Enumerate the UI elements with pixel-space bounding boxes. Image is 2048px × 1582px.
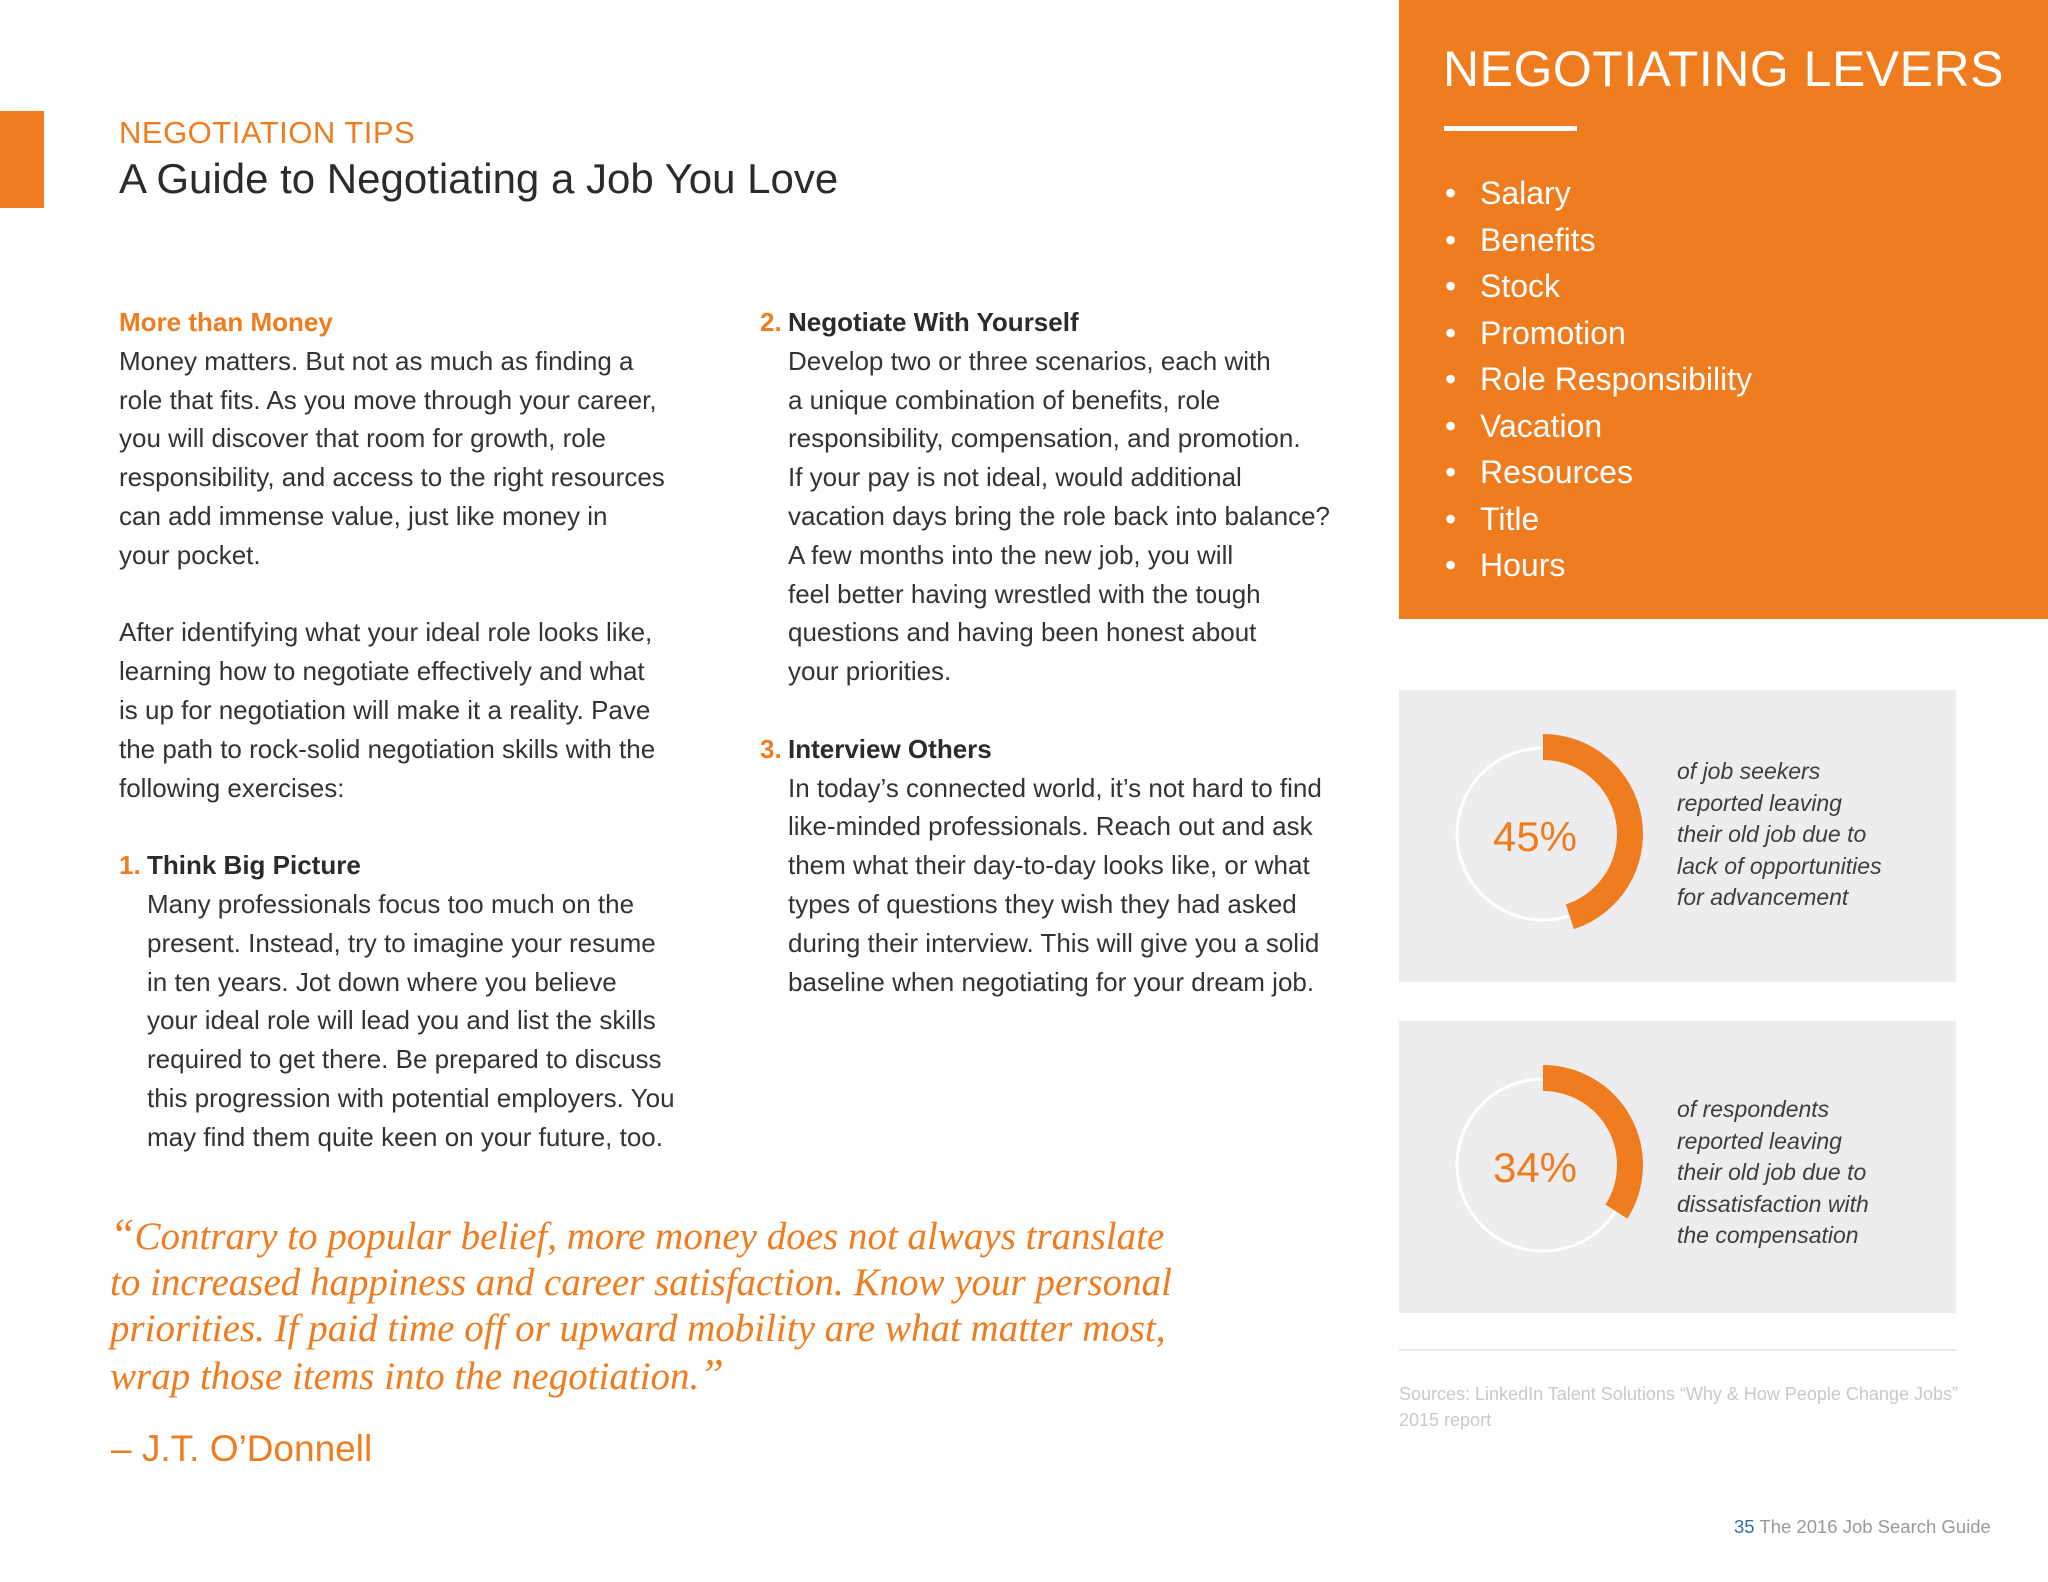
exercise-line: In today’s connected world, it’s not hard to find: [788, 772, 1322, 803]
levers-list: [1443, 170, 1752, 589]
exercise-line: feel better having wrestled with the tough: [788, 578, 1261, 609]
stat-line: lack of opportunities: [1677, 852, 1882, 879]
open-quote-mark: “: [110, 1210, 135, 1259]
para-line: learning how to negotiate effectively and what: [119, 656, 645, 687]
exercise-line: this progression with potential employers. You: [147, 1082, 675, 1113]
stat-card-advancement: [1399, 690, 1956, 982]
stat-description: [1677, 756, 1947, 914]
exercise-line: like-minded professionals. Reach out and ask: [788, 811, 1313, 842]
para-line: following exercises:: [119, 772, 345, 803]
exercise-line: types of questions they wish they had asked: [788, 888, 1297, 919]
levers-title: NEGOTIATING LEVERS: [1443, 41, 2004, 97]
quote-line-text: Contrary to popular belief, more money does not always translate: [134, 1215, 1165, 1258]
quote-line: to increased happiness and career satisfaction. Know your personal: [110, 1261, 1172, 1304]
exercise-2-number: 2.: [760, 307, 782, 337]
exercise-1-heading: [119, 846, 709, 885]
para-line: your pocket.: [119, 539, 261, 570]
page-footer: [1734, 1516, 1991, 1538]
donut-arc: [1543, 1065, 1643, 1219]
exercise-line: may find them quite keen on your future, too.: [147, 1121, 663, 1152]
stat-line: for advancement: [1677, 884, 1849, 910]
donut-chart-45: [1443, 734, 1643, 934]
lever-item: • Title: [1443, 496, 1752, 543]
exercise-line: your ideal role will lead you and list the skills: [147, 1005, 656, 1036]
para-line: the path to rock-solid negotiation skills with the: [119, 733, 656, 764]
exercise-line: your priorities.: [788, 656, 952, 687]
stat-line: of respondents: [1677, 1096, 1830, 1122]
para-line: After identifying what your ideal role looks like,: [119, 617, 653, 648]
guide-title: The 2016 Job Search Guide: [1759, 1516, 1991, 1537]
exercise-2-heading: [760, 303, 1350, 342]
exercise-line: Develop two or three scenarios, each with: [788, 345, 1271, 376]
exercise-1-number: 1.: [119, 850, 141, 881]
exercise-line: Many professionals focus too much on the: [147, 888, 635, 919]
stat-value: 34%: [1492, 1144, 1578, 1191]
section-eyebrow: NEGOTIATION TIPS: [119, 115, 416, 150]
negotiating-levers-panel: [1399, 0, 2048, 619]
quote-line: priorities. If paid time off or upward mobility are what matter most,: [110, 1307, 1166, 1350]
lever-item: • Hours: [1443, 542, 1752, 589]
quote-line: [110, 1212, 1260, 1260]
sources-divider: [1399, 1349, 1956, 1351]
lever-item: • Salary: [1443, 170, 1752, 217]
exercise-3-title: Interview Others: [788, 733, 992, 764]
exercise-line: them what their day-to-day looks like, or what: [788, 850, 1310, 881]
stat-line: reported leaving: [1677, 789, 1842, 816]
more-than-money-heading: More than Money: [119, 307, 333, 337]
para-line: Money matters. But not as much as finding a: [119, 345, 634, 376]
middle-column: [760, 303, 1350, 1001]
para-line: can add immense value, just like money in: [119, 500, 608, 531]
sources-note: Sources: LinkedIn Talent Solutions “Why & How People Change Jobs” 2015 report: [1399, 1384, 1958, 1430]
para-line: responsibility, and access to the right resources: [119, 462, 665, 493]
exercise-line: required to get there. Be prepared to discuss: [147, 1044, 662, 1075]
exercise-3-heading: [760, 730, 1350, 769]
exercise-line: in ten years. Jot down where you believe: [147, 966, 617, 997]
exercise-line: A few months into the new job, you will: [788, 539, 1234, 570]
stat-line: dissatisfaction with: [1677, 1190, 1869, 1217]
lever-item: • Promotion: [1443, 310, 1752, 357]
exercise-3-number: 3.: [760, 733, 782, 764]
exercise-1-title: Think Big Picture: [147, 850, 361, 881]
exercise-line: a unique combination of benefits, role: [788, 384, 1221, 415]
page-number: 35: [1734, 1516, 1755, 1537]
quote-author: – J.T. O’Donnell: [111, 1428, 373, 1469]
stat-line: reported leaving: [1677, 1127, 1842, 1154]
lever-item: • Benefits: [1443, 217, 1752, 264]
quote-line: [110, 1352, 1260, 1400]
accent-bar: [0, 111, 44, 208]
donut-chart-34: [1443, 1065, 1643, 1265]
left-column: [119, 303, 709, 1157]
lever-item: • Role Responsibility: [1443, 356, 1752, 403]
para-line: role that fits. As you move through your career,: [119, 384, 657, 415]
stat-line: their old job due to: [1677, 821, 1867, 847]
close-quote-mark: ”: [699, 1350, 724, 1399]
stat-line: of job seekers: [1677, 758, 1821, 784]
exercise-line: If your pay is not ideal, would additional: [788, 462, 1242, 493]
levers-underline: [1444, 126, 1577, 131]
exercise-line: vacation days bring the role back into balance?: [788, 500, 1331, 531]
stat-line: the compensation: [1677, 1222, 1859, 1248]
exercise-line: responsibility, compensation, and promotion.: [788, 423, 1301, 454]
exercise-line: questions and having been honest about: [788, 617, 1257, 648]
page-title: A Guide to Negotiating a Job You Love: [119, 155, 839, 202]
para-line: is up for negotiation will make it a reality. Pave: [119, 694, 651, 725]
exercise-2-title: Negotiate With Yourself: [788, 307, 1079, 337]
quote-line-text: wrap those items into the negotiation.: [110, 1355, 700, 1398]
stat-card-compensation: [1399, 1021, 1956, 1313]
exercise-line: during their interview. This will give you a solid: [788, 927, 1320, 958]
lever-item: • Stock: [1443, 263, 1752, 310]
para-line: you will discover that room for growth, role: [119, 423, 606, 454]
lever-item: • Vacation: [1443, 403, 1752, 450]
pull-quote: [110, 1212, 1260, 1400]
stat-description: [1677, 1094, 1947, 1252]
exercise-line: present. Instead, try to imagine your resume: [147, 927, 656, 958]
stat-line: their old job due to: [1677, 1159, 1867, 1185]
stat-value: 45%: [1492, 813, 1578, 860]
lever-item: • Resources: [1443, 449, 1752, 496]
exercise-line: baseline when negotiating for your dream job.: [788, 966, 1315, 997]
